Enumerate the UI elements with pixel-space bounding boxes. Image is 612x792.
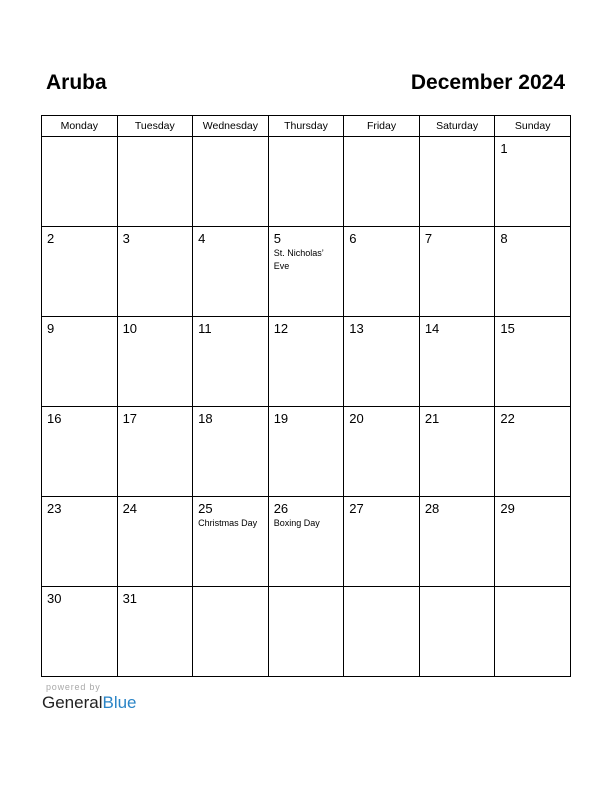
weekday-sunday: Sunday [495,116,571,137]
day-cell [268,137,344,227]
generalblue-logo [42,693,137,713]
day-cell [344,407,420,497]
day-cell [419,137,495,227]
country-title: Aruba [46,71,107,94]
day-cell [42,497,118,587]
weekday-header-row [42,116,571,137]
day-cell [344,227,420,317]
day-cell [495,407,571,497]
day-cell [193,317,269,407]
day-cell [193,227,269,317]
day-cell [268,317,344,407]
day-number: 3 [122,231,130,246]
powered-by-label: powered by [46,682,101,692]
week-row [42,587,571,677]
holiday-label: Boxing Day [273,518,320,528]
day-cell [268,587,344,677]
day-cell [117,587,193,677]
day-cell [117,317,193,407]
day-number: 27 [349,501,364,516]
weekday-monday: Monday [42,116,118,137]
week-row [42,137,571,227]
day-number: 31 [122,591,138,606]
day-number: 8 [500,231,508,246]
weekday-wednesday: Wednesday [193,116,269,137]
day-cell [419,497,495,587]
weekday-saturday: Saturday [419,116,495,137]
day-cell [495,137,571,227]
day-cell [193,407,269,497]
day-number: 29 [500,501,515,516]
day-number: 20 [349,411,364,426]
day-cell [268,497,344,587]
day-cell [344,587,420,677]
day-number: 2 [47,231,55,246]
day-cell [344,317,420,407]
weekday-thursday: Thursday [268,116,344,137]
day-number: 13 [349,321,364,336]
day-cell [193,587,269,677]
day-number: 22 [500,411,515,426]
day-cell [419,407,495,497]
day-cell [419,227,495,317]
day-cell [495,317,571,407]
day-cell [117,137,193,227]
holiday-label: Christmas Day [198,518,258,528]
month-year-title: December 2024 [410,71,565,94]
day-number: 30 [47,591,62,606]
day-cell [193,497,269,587]
day-number: 19 [273,411,289,426]
day-number: 11 [198,321,212,336]
day-number: 4 [198,231,206,246]
day-number: 28 [424,501,440,516]
day-cell [117,497,193,587]
day-number: 5 [273,231,281,246]
day-cell [495,227,571,317]
day-number: 9 [47,321,55,336]
day-cell [344,497,420,587]
day-number: 15 [500,321,515,336]
day-number: 17 [122,411,138,426]
holiday-label: St. Nicholas’ Eve [273,248,324,271]
day-cell [42,587,118,677]
day-cell [42,137,118,227]
day-cell [193,137,269,227]
day-number: 10 [122,321,138,336]
day-number: 23 [47,501,62,516]
calendar-body [42,137,571,677]
day-number: 7 [424,231,433,246]
calendar-grid [41,115,571,677]
week-row [42,497,571,587]
day-cell [42,227,118,317]
day-number: 21 [424,411,440,426]
weekday-tuesday: Tuesday [117,116,193,137]
day-number: 26 [273,501,289,516]
week-row [42,407,571,497]
day-cell [268,407,344,497]
day-cell [117,227,193,317]
day-cell [419,587,495,677]
day-cell [268,227,344,317]
brand-general-text: General [42,693,103,712]
day-cell [42,407,118,497]
week-row [42,227,571,317]
week-row [42,317,571,407]
weekday-friday: Friday [344,116,420,137]
day-number: 18 [198,411,213,426]
day-number: 12 [273,321,289,336]
day-cell [344,137,420,227]
day-cell [117,407,193,497]
day-number: 16 [47,411,62,426]
day-number: 14 [424,321,440,336]
brand-blue-text: Blue [102,693,137,712]
day-number: 25 [198,501,213,516]
day-cell [419,317,495,407]
day-cell [495,497,571,587]
day-number: 6 [349,231,357,246]
day-cell [42,317,118,407]
day-number: 1 [500,141,508,156]
day-number: 24 [122,501,138,516]
day-cell [495,587,571,677]
